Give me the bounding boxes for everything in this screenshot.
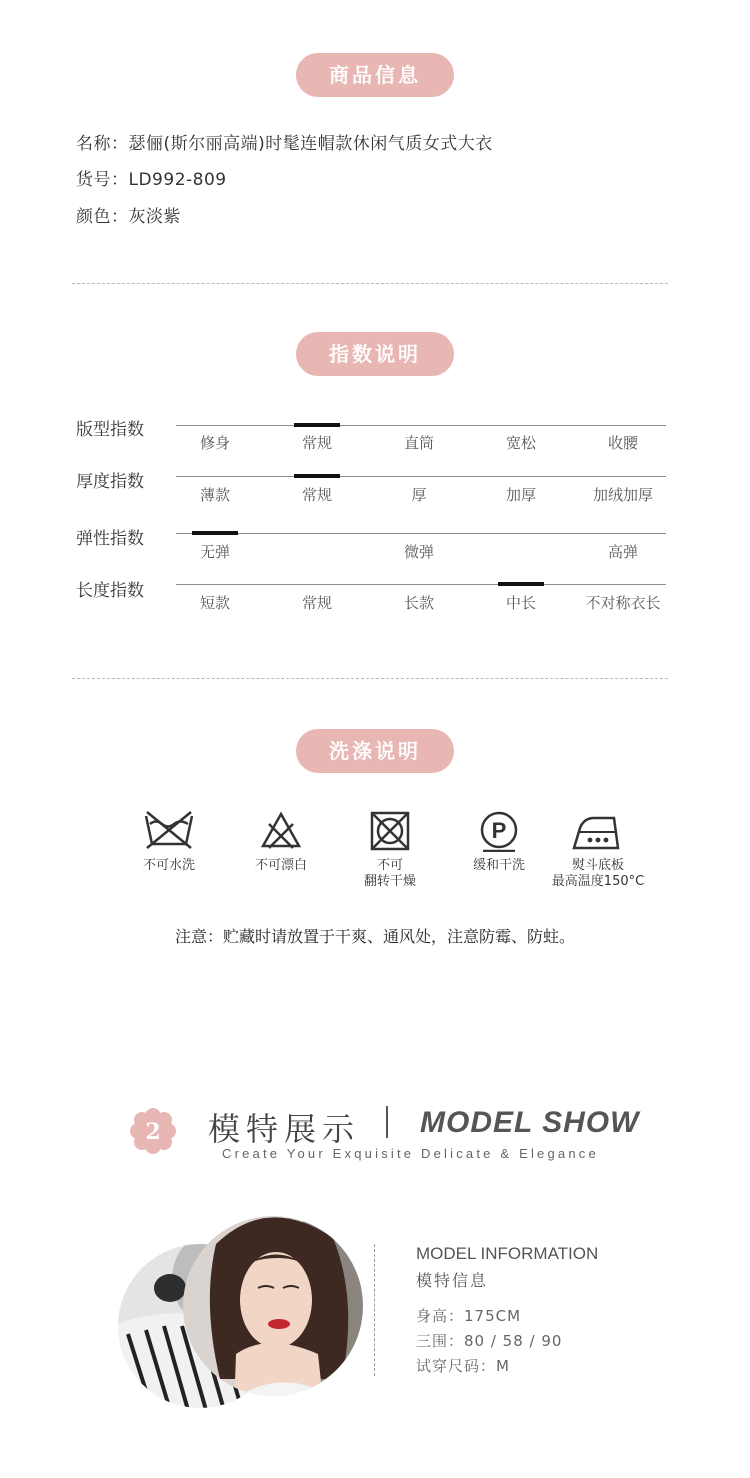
index-row-label: 版型指数 (76, 420, 144, 440)
model-info-title-en: MODEL INFORMATION (416, 1244, 599, 1263)
index-option: 长款 (403, 594, 434, 612)
index-row-label: 长度指数 (76, 581, 144, 601)
care-item (114, 810, 224, 874)
model-tagline: Create Your Exquisite Delicate & Elegance (222, 1146, 599, 1161)
index-option: 常规 (301, 486, 332, 504)
flower-number-badge (130, 1108, 176, 1154)
care-label: 最高温度150°C (551, 874, 645, 889)
care-label: 不可漂白 (254, 858, 307, 873)
care-label: 熨斗底板 (571, 858, 624, 873)
no-wash-icon (143, 810, 195, 852)
index-option: 中长 (505, 594, 536, 612)
index-option: 常规 (301, 434, 332, 452)
index-selected-marker (294, 423, 340, 427)
product-info-header: 商品信息 (296, 53, 454, 97)
index-row-label: 弹性指数 (76, 529, 144, 549)
divider (72, 283, 668, 284)
care-item (335, 810, 445, 890)
index-scale-line (176, 584, 666, 585)
care-item (543, 810, 653, 890)
divider (72, 678, 668, 679)
info-divider (374, 1244, 375, 1376)
product-color: 颜色：灰淡紫 (76, 207, 181, 227)
index-option: 微弹 (403, 543, 434, 561)
model-title-cn: 模特展示 (208, 1110, 361, 1148)
care-label: 不可水洗 (142, 858, 195, 873)
model-size: 试穿尺码：M (416, 1357, 510, 1375)
index-option: 直筒 (403, 434, 434, 452)
care-label: 翻转干燥 (363, 874, 416, 889)
index-selected-marker (192, 531, 238, 535)
index-scale-line (176, 533, 666, 534)
index-option: 不对称衣长 (585, 594, 661, 612)
index-option: 短款 (199, 594, 230, 612)
index-scale-line (176, 476, 666, 477)
product-sku: 货号：LD992-809 (76, 170, 227, 190)
care-label: 不可 (376, 858, 403, 873)
index-selected-marker (294, 474, 340, 478)
care-label: 缓和干洗 (472, 858, 525, 873)
index-option: 加厚 (505, 486, 536, 504)
model-title-en: MODEL SHOW (420, 1106, 640, 1139)
storage-note: 注意：贮藏时请放置于干爽、通风处，注意防霉、防蛀。 (174, 927, 575, 946)
svg-text:P: P (491, 818, 507, 843)
care-item (444, 810, 554, 874)
index-option: 常规 (301, 594, 332, 612)
dry-clean-p-icon (477, 810, 521, 852)
index-row-label: 厚度指数 (76, 472, 144, 492)
model-info-title-cn: 模特信息 (416, 1271, 489, 1290)
model-measurements: 三围：80 / 58 / 90 (416, 1332, 563, 1350)
section-number: 2 (145, 1119, 161, 1145)
index-selected-marker (498, 582, 544, 586)
index-scale-line (176, 425, 666, 426)
index-option: 修身 (199, 434, 230, 452)
index-option: 加绒加厚 (592, 486, 653, 504)
index-option: 无弹 (199, 543, 230, 561)
care-header: 洗涤说明 (296, 729, 454, 773)
index-option: 宽松 (505, 434, 536, 452)
index-option: 高弹 (607, 543, 638, 561)
model-photo (118, 1204, 364, 1410)
index-option: 薄款 (199, 486, 230, 504)
product-name: 名称：瑟俪(斯尔丽高端)时髦连帽款休闲气质女式大衣 (76, 134, 493, 154)
iron-icon (570, 810, 626, 852)
care-item (226, 810, 336, 874)
no-tumble-dry-icon (368, 810, 412, 852)
index-option: 厚 (411, 486, 427, 504)
model-height: 身高：175CM (416, 1307, 522, 1325)
no-bleach-icon (259, 810, 303, 852)
title-separator (386, 1106, 388, 1138)
index-header: 指数说明 (296, 332, 454, 376)
index-option: 收腰 (607, 434, 638, 452)
